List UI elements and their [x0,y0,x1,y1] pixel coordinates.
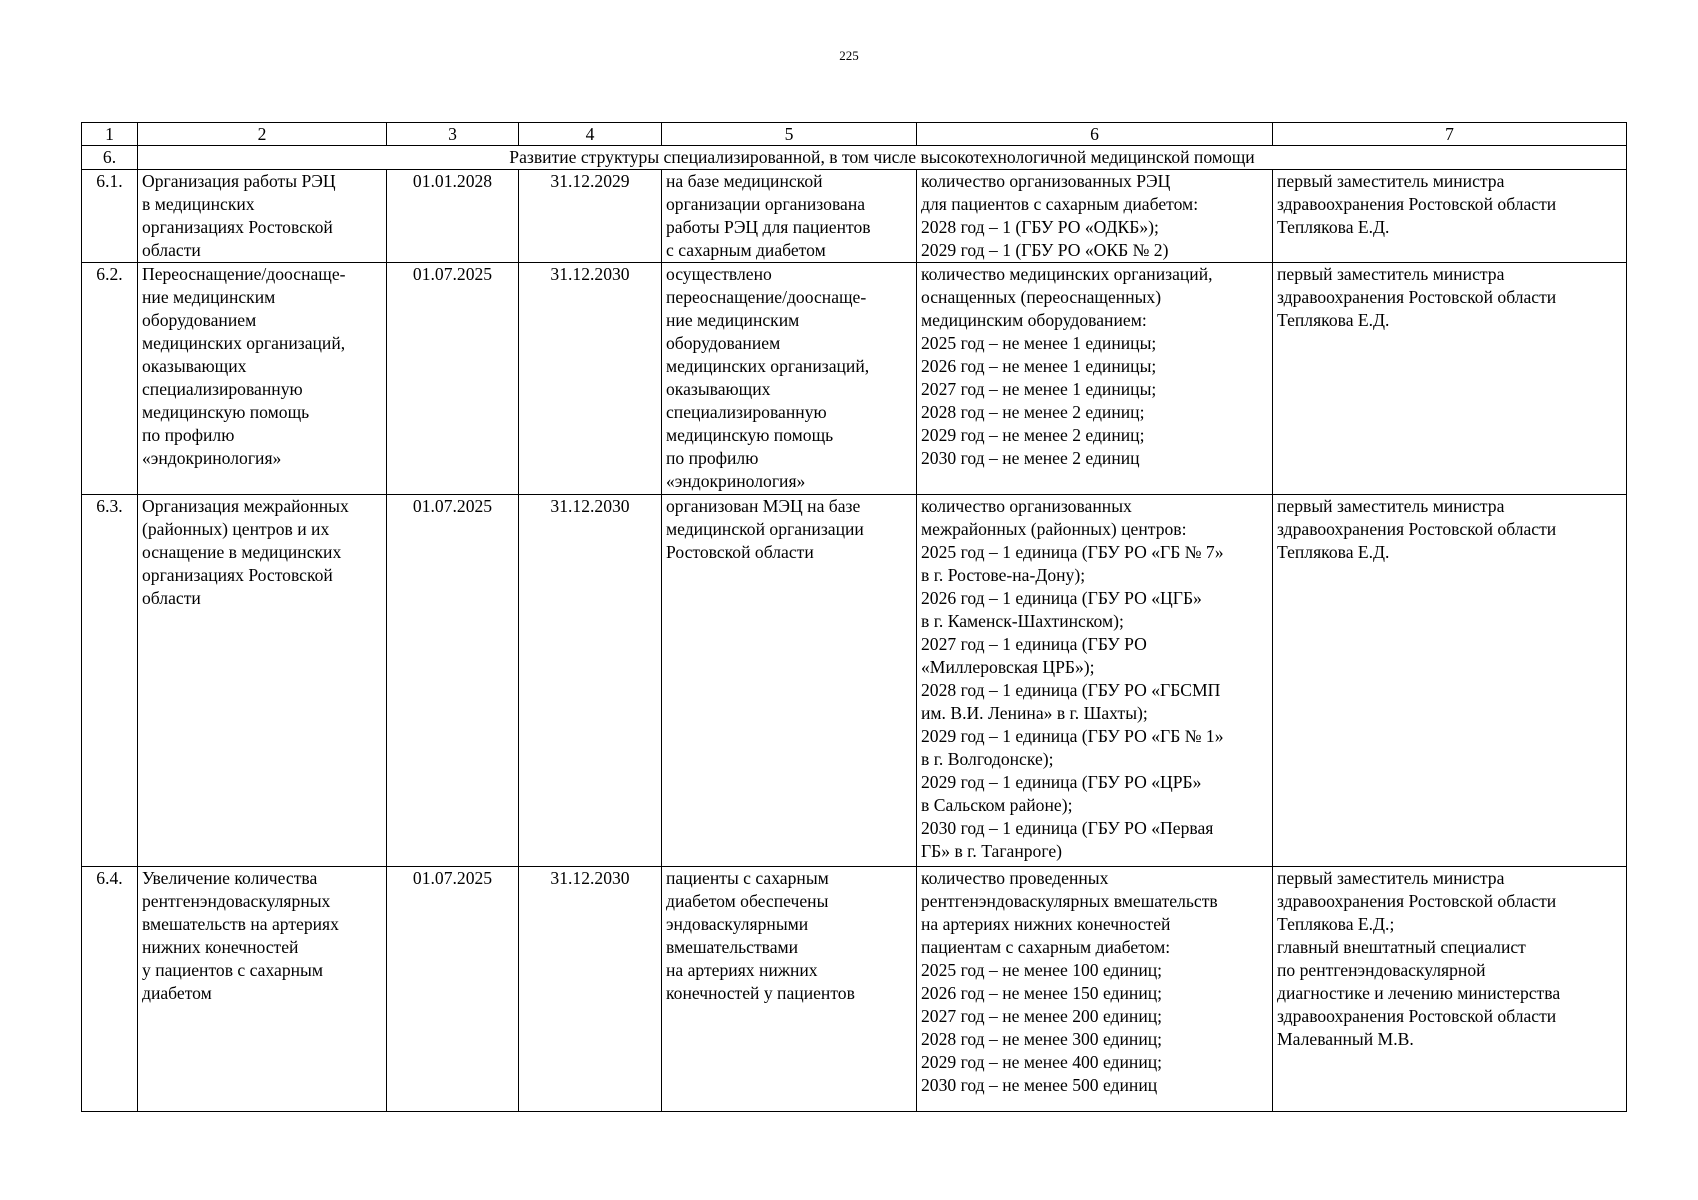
row-indicator: количество медицинских организаций, оснащенных (переоснащенных) медицинским оборудованием: 2025 год – не менее 1 единицы; 2026 год – не менее 1 единицы; 2027 год – не менее 1 единицы; 2028 год – не менее 2 единиц; 2029 год – не менее 2 единиц; 2030 год – не менее 2 единиц [917,263,1273,495]
row-responsible: первый заместитель министра здравоохранения Ростовской области Теплякова Е.Д. [1273,170,1627,263]
row-number: 6.2. [82,263,138,495]
row-result: организован МЭЦ на базе медицинской организации Ростовской области [662,495,917,867]
row-name: Организация работы РЭЦ в медицинских организациях Ростовской области [138,170,387,263]
column-header-row [82,123,1627,146]
column-header: 1 [82,123,138,146]
row-end-date: 31.12.2029 [519,170,662,263]
row-name: Организация межрайонных (районных) центров и их оснащение в медицинских организациях Ростовской области [138,495,387,867]
row-name: Переоснащение/дооснаще- ние медицинским оборудованием медицинских организаций, оказывающих специализированную медицинскую помощь по профилю «эндокринология» [138,263,387,495]
section-title: Развитие структуры специализированной, в том числе высокотехнологичной медицинской помощи [138,146,1627,170]
row-start-date: 01.07.2025 [387,867,519,1112]
column-header: 7 [1273,123,1627,146]
column-header: 5 [662,123,917,146]
row-responsible: первый заместитель министра здравоохранения Ростовской области Теплякова Е.Д. [1273,263,1627,495]
row-number: 6.1. [82,170,138,263]
row-number: 6.4. [82,867,138,1112]
table-row [82,170,1627,263]
section-number: 6. [82,146,138,170]
row-end-date: 31.12.2030 [519,263,662,495]
row-responsible: первый заместитель министра здравоохранения Ростовской области Теплякова Е.Д. [1273,495,1627,867]
plan-table [81,122,1627,1112]
row-start-date: 01.07.2025 [387,263,519,495]
table-row [82,263,1627,495]
row-indicator: количество организованных межрайонных (районных) центров: 2025 год – 1 единица (ГБУ РО «ГБ № 7» в г. Ростове-на-Дону); 2026 год – 1 единица (ГБУ РО «ЦГБ» в г. Каменск-Шахтинском); 2027 год – 1 единица (ГБУ РО «Миллеровская ЦРБ»); 2028 год – 1 единица (ГБУ РО «ГБСМП им. В.И. Ленина» в г. Шахты); 2029 год – 1 единица (ГБУ РО «ГБ № 1» в г. Волгодонске); 2029 год – 1 единица (ГБУ РО «ЦРБ» в Сальском районе); 2030 год – 1 единица (ГБУ РО «Первая ГБ» в г. Таганроге) [917,495,1273,867]
column-header: 3 [387,123,519,146]
row-result: осуществлено переоснащение/дооснаще- ние медицинским оборудованием медицинских организаций, оказывающих специализированную медицинскую помощь по профилю «эндокринология» [662,263,917,495]
row-responsible: первый заместитель министра здравоохранения Ростовской области Теплякова Е.Д.; главный внештатный специалист по рентгенэндоваскулярной диагностике и лечению министерства здравоохранения Ростовской области Малеванный М.В. [1273,867,1627,1112]
row-indicator: количество проведенных рентгенэндоваскулярных вмешательств на артериях нижних конечностей пациентам с сахарным диабетом: 2025 год – не менее 100 единиц; 2026 год – не менее 150 единиц; 2027 год – не менее 200 единиц; 2028 год – не менее 300 единиц; 2029 год – не менее 400 единиц; 2030 год – не менее 500 единиц [917,867,1273,1112]
row-result: пациенты с сахарным диабетом обеспечены эндоваскулярными вмешательствами на артериях нижних конечностей у пациентов [662,867,917,1112]
table-row [82,495,1627,867]
row-start-date: 01.07.2025 [387,495,519,867]
row-start-date: 01.01.2028 [387,170,519,263]
row-end-date: 31.12.2030 [519,867,662,1112]
table-row [82,867,1627,1112]
section-row [82,146,1627,170]
row-indicator: количество организованных РЭЦ для пациентов с сахарным диабетом: 2028 год – 1 (ГБУ РО «ОДКБ»); 2029 год – 1 (ГБУ РО «ОКБ № 2) [917,170,1273,263]
column-header: 2 [138,123,387,146]
row-end-date: 31.12.2030 [519,495,662,867]
row-name: Увеличение количества рентгенэндоваскулярных вмешательств на артериях нижних конечностей у пациентов с сахарным диабетом [138,867,387,1112]
column-header: 6 [917,123,1273,146]
page-number: 225 [839,48,859,63]
row-result: на базе медицинской организации организована работы РЭЦ для пациентов с сахарным диабетом [662,170,917,263]
column-header: 4 [519,123,662,146]
row-number: 6.3. [82,495,138,867]
